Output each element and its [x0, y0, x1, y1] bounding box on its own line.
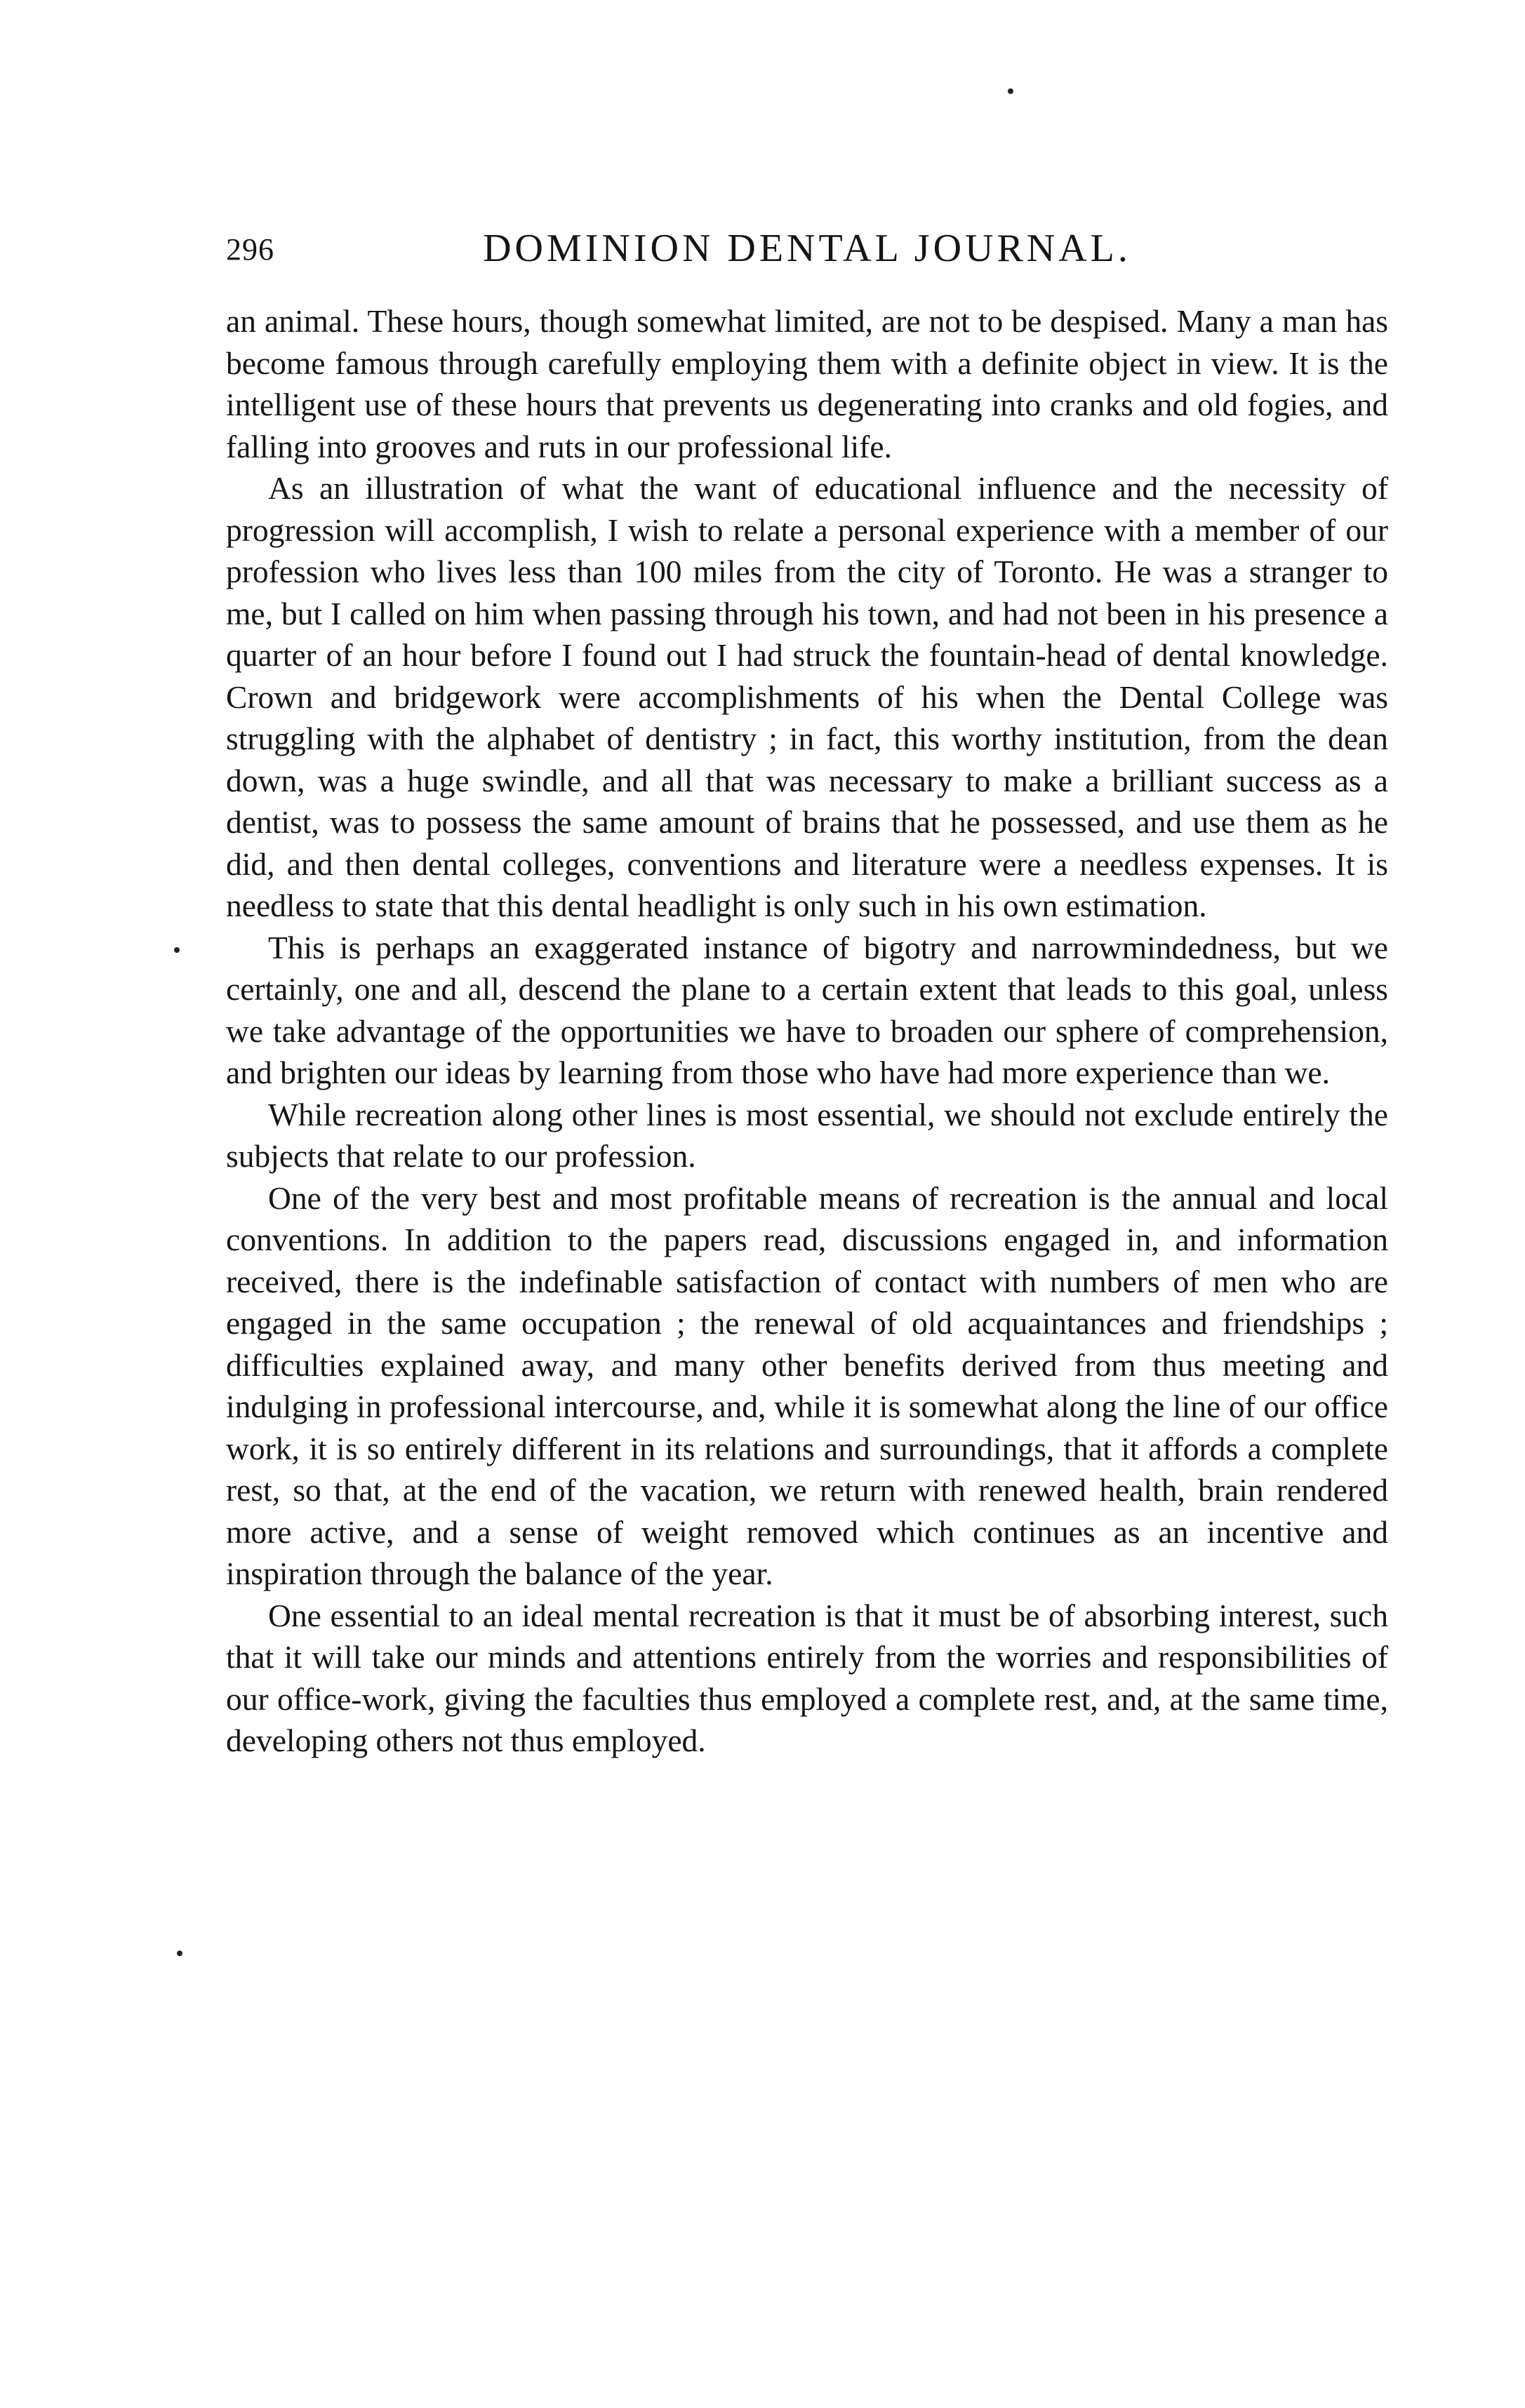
- article-body: [226, 300, 1388, 1762]
- scan-speck: [1008, 88, 1013, 94]
- paragraph: While recreation along other lines is most essential, we should not exclude entirely the subjects that relate to our profession.: [226, 1096, 1388, 1174]
- scan-speck: [177, 1951, 182, 1956]
- paragraph: One essential to an ideal mental recreation is that it must be of absorbing interest, such that it will take our minds and attentions entirely from the worries and responsibilities of our office-work, giving the faculties thus employed a complete rest, and, at the same time, developing others not thus employed.: [226, 1597, 1388, 1758]
- journal-page: [226, 210, 1388, 1762]
- paragraph: an animal. These hours, though somewhat limited, are not to be despised. Many a man has become famous through carefully employing them with a definite object in view. It is the intelligent use of these hours that prevents us degenerating into cranks and old fogies, and falling into grooves and ruts in our professional life.: [226, 303, 1388, 464]
- paragraph: This is perhaps an exaggerated instance of bigotry and narrowmindedness, but we certainly, one and all, descend the plane to a certain extent that leads to this goal, unless we take advantage of the opportunities we have to broaden our sphere of comprehension, and brighten our ideas by learning from those who have had more experience than we.: [226, 929, 1388, 1090]
- page-number: 296: [226, 232, 274, 267]
- running-head: DOMINION DENTAL JOURNAL.: [483, 227, 1131, 270]
- paragraph: As an illustration of what the want of educational influence and the necessity of progression will accomplish, I wish to relate a personal experience with a member of our profession who lives less than 100 miles from the city of Toronto. He was a stranger to me, but I called on him when passing through his town, and had not been in his presence a quarter of an hour before I found out I had struck the fountain-head of dental knowledge. Crown and bridgework were accomplishments of his when the Dental College was struggling with the alphabet of dentistry ; in fact, this worthy institution, from the dean down, was a huge swindle, and all that was necessary to make a brilliant success as a dentist, was to possess the same amount of brains that he possessed, and use them as he did, and then dental colleges, conventions and literature were a needless expenses. It is needless to state that this dental headlight is only such in his own estimation.: [226, 470, 1388, 923]
- page-header: [226, 210, 1388, 288]
- paragraph: One of the very best and most profitable means of recreation is the annual and local conventions. In addition to the papers read, discussions engaged in, and information received, there is the indefinable satisfaction of contact with numbers of men who are engaged in the same occupation ; the renewal of old acquaintances and friendships ; difficulties explained away, and many other benefits derived from thus meeting and indulging in professional intercourse, and, while it is somewhat along the line of our office work, it is so entirely different in its relations and surroundings, that it affords a complete rest, so that, at the end of the vacation, we return with renewed health, brain rendered more active, and a sense of weight removed which continues as an incentive and inspiration through the balance of the year.: [226, 1179, 1388, 1591]
- scan-speck: [174, 947, 180, 953]
